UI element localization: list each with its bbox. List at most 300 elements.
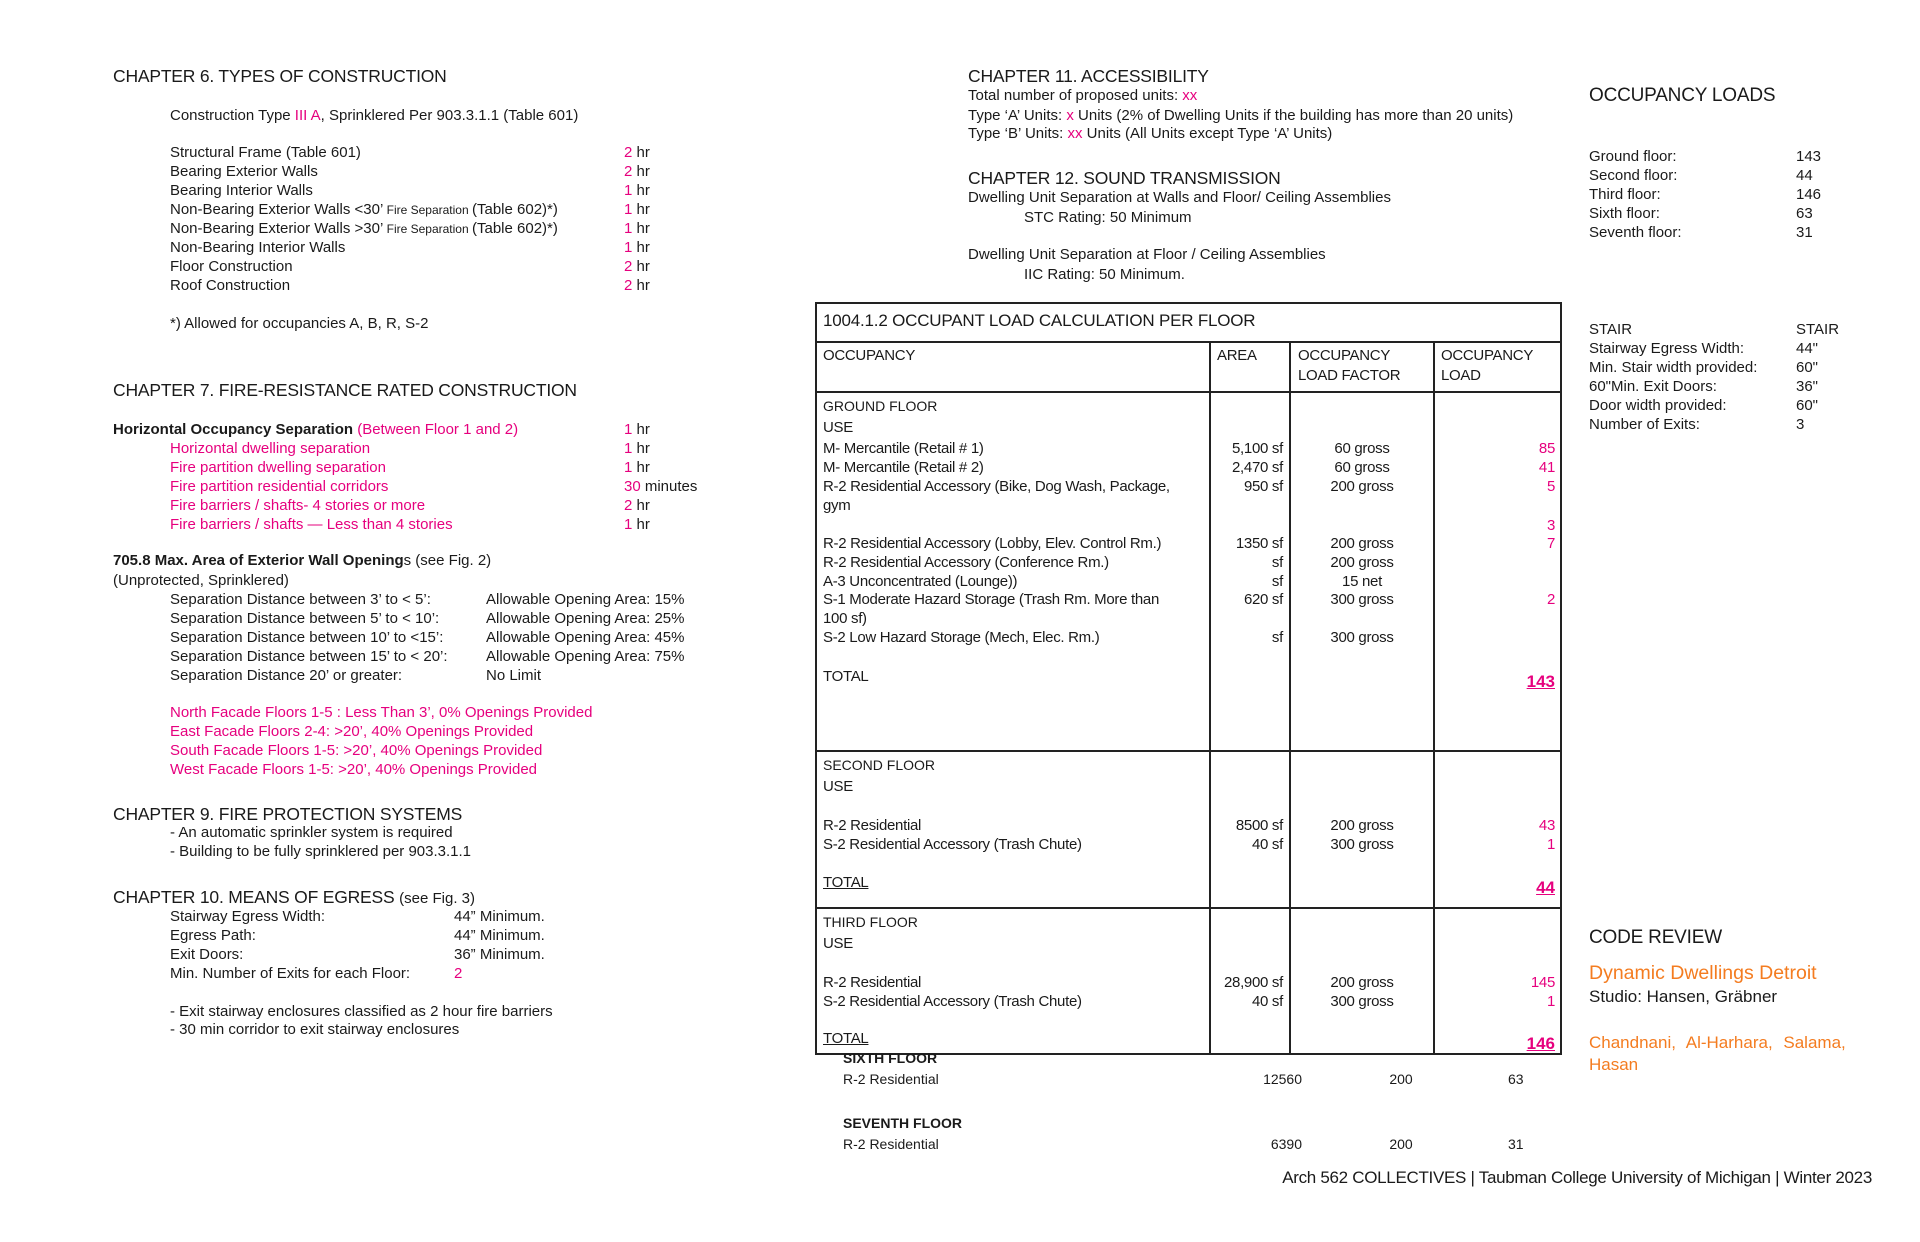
occupancy-cell [823,816,921,836]
load-cell [1547,477,1555,497]
project-title: Dynamic Dwellings Detroit [1589,962,1817,984]
occupancy-name: S-1 Moderate Hazard Storage (Trash Rm. More than [823,591,1160,608]
stair-value [1796,320,1839,340]
facade-row [170,722,533,742]
distance-row [170,628,443,648]
egress-value: 44” Minimum. [454,908,545,925]
rating-unit: hr [632,277,650,294]
load-cell [1547,590,1555,610]
separation-unit: hr [632,497,650,514]
extra-floor-load [1508,1134,1524,1154]
distance-value [486,590,684,610]
floor-section [823,912,918,932]
egress-row [170,926,256,946]
chapter-9-heading: CHAPTER 9. FIRE PROTECTION SYSTEMS [113,804,463,824]
occupancy-cell [823,496,850,516]
egress-label: Min. Number of Exits for each Floor: [170,965,411,982]
floor-name: SECOND FLOOR [823,757,936,773]
distance-row [170,590,431,610]
extra-floor-factor [1388,1069,1414,1089]
hos-label: Horizontal Occupancy Separation [113,421,358,438]
stair-value [1796,415,1804,435]
total-row [823,667,868,687]
stair-value: 36" [1796,378,1819,395]
area-value: 6390 [1270,1136,1302,1152]
use-label: USE [823,778,853,795]
occupancy-name: R-2 Residential [843,1136,939,1152]
total-cell [1527,1034,1555,1054]
factor-value: 200 [1389,1136,1413,1152]
type-a-label: Type ‘A’ Units: [968,107,1067,124]
use-heading [823,418,853,438]
col-header-factor: OCCUPANCY [1298,347,1391,364]
extra-floor-heading [843,1048,937,1068]
separation-row [170,477,388,497]
stair-row [1589,320,1632,340]
egress-row [170,964,410,984]
rating-value: 1 [624,182,633,199]
occupancy-cell [823,553,1109,573]
rating-label: Non-Bearing Exterior Walls <30’ [170,201,384,218]
floor-section [823,396,937,416]
rating-unit: hr [632,144,650,161]
load-cell [1539,816,1555,836]
egress-value [454,907,545,927]
area-value: sf [1271,554,1283,571]
egress-value: 2 [454,965,463,982]
construction-type [170,106,578,126]
chapter-12-heading: CHAPTER 12. SOUND TRANSMISSION [968,168,1281,188]
authors: Hasan [1589,1055,1639,1074]
extra-floor-factor [1388,1134,1414,1154]
rating-value [624,257,650,277]
distance-label: Separation Distance between 3’ to < 5’: [170,591,431,608]
occupancy-name: R-2 Residential Accessory (Bike, Dog Wash, Package, [823,478,1170,495]
openings-heading-suffix: s (see Fig. 2) [403,552,492,569]
separation-value [624,458,650,478]
code-review-heading: CODE REVIEW [1589,927,1722,948]
factor-cell [1291,458,1433,478]
floor-label: Seventh floor: [1589,224,1682,241]
stair-label: Stairway Egress Width: [1589,340,1745,357]
allowable-opening: Allowable Opening Area: 75% [486,648,685,665]
egress-value [454,964,462,984]
rating-value: 1 [624,239,633,256]
chapter-10-heading [113,887,475,907]
rating-row [170,143,361,163]
area-cell [1232,458,1283,478]
occupancy-cell [823,590,1159,610]
chapter-7-heading: CHAPTER 7. FIRE-RESISTANCE RATED CONSTRUCTION [113,380,577,400]
area-value: sf [1271,629,1283,646]
hos-floors: (Between Floor 1 and 2) [357,421,519,438]
stair-label: Door width provided: [1589,397,1727,414]
facade-text: South Facade Floors 1-5: >20’, 40% Openings Provided [170,742,543,759]
floor-load: 143 [1796,148,1822,165]
rating-row [170,181,313,201]
occupancy-load-row [1589,166,1677,186]
area-value: 1350 sf [1235,535,1283,552]
type-a-units [968,106,1513,126]
rating-value [624,143,650,163]
rating-row [170,238,345,258]
egress-value [454,945,545,965]
facade-row [170,741,542,761]
occupancy-load-value [1796,185,1821,205]
load-value: 41 [1538,459,1555,476]
allowable-opening: No Limit [486,667,542,684]
area-cell [1244,590,1283,610]
factor-cell [1291,572,1433,592]
occupancy-name: M- Mercantile (Retail # 2) [823,459,984,476]
floor-load: 146 [1796,186,1822,203]
rating-row [170,219,558,239]
col-header-load: OCCUPANCY [1441,347,1534,364]
distance-row [170,666,402,686]
occupancy-cell [823,992,1082,1012]
egress-value [454,926,545,946]
extra-floor-row [843,1069,939,1089]
occupancy-cell [823,477,1170,497]
factor-value: 60 gross [1334,459,1390,476]
facade-text: East Facade Floors 2-4: >20’, 40% Openings Provided [170,723,534,740]
area-value: 40 sf [1251,836,1283,853]
total-value: 44 [1536,878,1555,897]
divider [1209,341,1211,1053]
load-cell [1531,973,1555,993]
use-heading [823,934,853,954]
egress-row [170,945,243,965]
area-value: sf [1271,573,1283,590]
factor-value: 15 net [1342,573,1382,590]
allowable-opening: Allowable Opening Area: 45% [486,629,685,646]
stair-row [1589,358,1757,378]
col-header-load: LOAD [1441,367,1481,384]
factor-value: 300 gross [1330,993,1394,1010]
occupancy-load-row [1589,223,1682,243]
total-units-value: xx [1182,87,1198,104]
load-cell [1547,534,1555,554]
load-value: 85 [1538,440,1555,457]
rating-row [170,200,558,220]
hos-rating-num: 1 [624,421,633,438]
extra-floor-heading [843,1113,962,1133]
rating-value [624,219,650,239]
factor-value: 200 gross [1330,535,1394,552]
load-cell [1539,439,1555,459]
rating-value: 1 [624,201,633,218]
rating-value: 2 [624,163,633,180]
rating-label-ref: (Table 602)*) [472,201,558,218]
distance-row [170,609,439,629]
floor-load: 63 [1796,205,1813,222]
occupancy-cell [823,609,867,629]
occupancy-cell [823,835,1082,855]
openings-subheading: (Unprotected, Sprinklered) [113,572,289,589]
separation-row [170,439,370,459]
occupancy-name: S-2 Residential Accessory (Trash Chute) [823,993,1082,1010]
rating-label: Bearing Interior Walls [170,182,313,199]
area-cell [1244,477,1283,497]
area-cell [1232,439,1283,459]
occupancy-cell [823,458,984,478]
distance-label: Separation Distance between 15’ to < 20’: [170,648,448,665]
occupancy-name: S-2 Residential Accessory (Trash Chute) [823,836,1082,853]
egress-value: 36” Minimum. [454,946,545,963]
rating-unit: hr [632,220,650,237]
occupancy-load-value [1796,147,1821,167]
separation-row [170,515,453,535]
load-value: 3 [1546,517,1555,534]
occupancy-load-row [1589,185,1661,205]
col-header-factor: LOAD FACTOR [1298,367,1401,384]
area-value: 950 sf [1243,478,1283,495]
separation-row [170,496,425,516]
total-row [823,1029,868,1049]
stair-value: 3 [1796,416,1805,433]
stair-label: STAIR [1589,321,1633,338]
stair-value: STAIR [1796,321,1840,338]
ch12-line: Dwelling Unit Separation at Floor / Ceiling Assemblies [968,246,1326,263]
occupancy-name: R-2 Residential [843,1071,939,1087]
factor-value: 200 gross [1330,817,1394,834]
construction-type-suffix: , Sprinklered Per 903.3.1.1 (Table 601) [320,107,579,124]
egress-value: 44” Minimum. [454,927,545,944]
egress-label: Stairway Egress Width: [170,908,326,925]
rating-label-note: Fire Separation [383,203,472,217]
total-value: 143 [1526,672,1555,691]
factor-value: 300 gross [1330,836,1394,853]
stair-value: 60" [1796,397,1819,414]
authors: Chandnani, Al-Harhara, Salama, [1589,1033,1846,1052]
footer-credit: Arch 562 COLLECTIVES | Taubman College University of Michigan | Winter 2023 [1282,1168,1872,1187]
facade-row [170,703,592,723]
occupancy-load-value [1796,204,1813,224]
extra-floor-row [843,1134,939,1154]
egress-label: Exit Doors: [170,946,244,963]
stair-label: Min. Stair width provided: [1589,359,1758,376]
allowable-opening: Allowable Opening Area: 25% [486,610,685,627]
type-a-note: Units (2% of Dwelling Units if the building has more than 20 units) [1073,107,1514,124]
separation-unit: hr [632,440,650,457]
stc-rating: STC Rating: 50 Minimum [1024,209,1192,226]
chapter-6-heading: CHAPTER 6. TYPES OF CONSTRUCTION [113,66,447,86]
factor-cell [1291,835,1433,855]
area-value: 40 sf [1251,993,1283,1010]
divider [817,750,1560,752]
occupancy-name: M- Mercantile (Retail # 1) [823,440,984,457]
chapter-11-heading: CHAPTER 11. ACCESSIBILITY [968,66,1209,86]
area-cell [1236,816,1283,836]
rating-label-ref: (Table 602)*) [472,220,558,237]
load-value: 43 [1538,817,1555,834]
factor-cell [1291,534,1433,554]
floor-name: THIRD FLOOR [823,914,918,930]
allowable-opening: Allowable Opening Area: 15% [486,591,685,608]
rating-label: Non-Bearing Exterior Walls >30’ [170,220,384,237]
use-label: USE [823,419,853,436]
occupancy-name: R-2 Residential [823,817,922,834]
rating-unit: hr [632,258,650,275]
floor-load: 44 [1796,167,1813,184]
factor-cell [1291,590,1433,610]
rating-unit: hr [632,239,650,256]
total-cell [1527,672,1555,692]
area-cell [1272,572,1283,592]
area-value: 5,100 sf [1232,440,1283,457]
load-value: 7 [1546,535,1555,552]
occupancy-load-value [1796,223,1813,243]
separation-label: Fire partition residential corridors [170,478,389,495]
horizontal-occupancy-separation [113,420,518,440]
separation-value: 1 [624,440,633,457]
load-value: 31 [1508,1136,1524,1152]
divider [1433,341,1435,1053]
separation-label: Fire barriers / shafts- 4 stories or more [170,497,426,514]
factor-cell [1291,973,1433,993]
factor-value: 300 gross [1330,629,1394,646]
rating-row [170,257,293,277]
rating-label: Non-Bearing Interior Walls [170,239,346,256]
load-value: 1 [1546,993,1555,1010]
chapter-10-ref: (see Fig. 3) [399,890,475,907]
col-header-occupancy: OCCUPANCY [823,347,916,364]
rating-label-note: Fire Separation [383,222,472,236]
facade-text: North Facade Floors 1-5 : Less Than 3’, 0% Openings Provided [170,704,593,721]
ch12-line: Dwelling Unit Separation at Walls and Floor/ Ceiling Assemblies [968,189,1391,206]
distance-label: Separation Distance between 5’ to < 10’: [170,610,440,627]
distance-row [170,647,448,667]
area-cell [1252,835,1283,855]
factor-value: 200 gross [1330,478,1394,495]
area-cell [1272,553,1283,573]
separation-unit: hr [632,459,650,476]
distance-value [486,666,541,686]
stair-row [1589,415,1700,435]
occupancy-cell [823,439,984,459]
rating-value: 2 [624,277,633,294]
distance-value [486,609,684,629]
stair-value [1796,377,1818,397]
occupancy-loads-heading: OCCUPANCY LOADS [1589,85,1776,106]
separation-value: 2 [624,497,633,514]
total-label: TOTAL [823,1030,869,1047]
type-b-note: Units (All Units except Type ‘A’ Units) [1082,125,1333,142]
load-value: 2 [1546,591,1555,608]
stair-value [1796,396,1818,416]
occupancy-name: S-2 Low Hazard Storage (Mech, Elec. Rm.) [823,629,1100,646]
floor-section [823,755,935,775]
rating-value [624,181,650,201]
floor-load: 31 [1796,224,1813,241]
separation-value [624,439,650,459]
divider [817,907,1560,909]
ch6-footnote: *) Allowed for occupancies A, B, R, S-2 [170,315,429,332]
openings-heading [113,551,491,571]
ch9-line: - An automatic sprinkler system is required [170,824,453,841]
stair-value [1796,339,1818,359]
facade-text: West Facade Floors 1-5: >20’, 40% Openings Provided [170,761,538,778]
occupancy-load-value [1796,166,1813,186]
separation-unit: hr [632,516,650,533]
floor-name: SIXTH FLOOR [843,1050,938,1066]
total-label: TOTAL [823,874,869,891]
rating-value [624,162,650,182]
rating-unit: hr [632,182,650,199]
rating-label: Roof Construction [170,277,291,294]
factor-value: 60 gross [1334,440,1390,457]
area-cell [1252,992,1283,1012]
occupancy-name: R-2 Residential Accessory (Lobby, Elev. Control Rm.) [823,535,1162,552]
occupancy-cell [823,973,921,993]
factor-value: 200 gross [1330,554,1394,571]
ch9-line: - Building to be fully sprinklered per 903.3.1.1 [170,843,472,860]
load-cell [1539,458,1555,478]
area-cell [1236,534,1283,554]
occupancy-cell [823,534,1161,554]
use-label: USE [823,935,853,952]
rating-value [624,238,650,258]
total-units [968,86,1197,106]
total-value: 146 [1526,1034,1555,1053]
occupant-load-table [815,302,1562,1055]
type-a-value: x [1066,107,1074,124]
total-label: TOTAL [823,668,869,685]
stair-row [1589,377,1717,397]
factor-cell [1291,477,1433,497]
area-cell [1224,973,1283,993]
separation-value [624,477,697,497]
floor-label: Second floor: [1589,167,1678,184]
rating-value: 2 [624,258,633,275]
floor-name: GROUND FLOOR [823,398,938,414]
separation-label: Fire barriers / shafts — Less than 4 stories [170,516,453,533]
area-value: 12560 [1263,1071,1302,1087]
rating-label: Bearing Exterior Walls [170,163,318,180]
egress-label: Egress Path: [170,927,256,944]
hos-rating [624,420,650,440]
total-units-label: Total number of proposed units: [968,87,1183,104]
rating-value: 2 [624,144,633,161]
construction-type-label: Construction Type [170,107,295,124]
rating-value: 1 [624,220,633,237]
factor-cell [1291,816,1433,836]
facade-row [170,760,537,780]
total-cell [1536,878,1555,898]
factor-cell [1291,628,1433,648]
load-value: 5 [1546,478,1555,495]
separation-value: 30 [624,478,641,495]
occupancy-name-cont: gym [823,497,851,514]
floor-label: Ground floor: [1589,148,1677,165]
rating-label: Structural Frame (Table 601) [170,144,361,161]
occupancy-name: A-3 Unconcentrated (Lounge)) [823,573,1018,590]
stair-label: 60"Min. Exit Doors: [1589,378,1717,395]
rating-unit: hr [632,201,650,218]
area-value: 2,470 sf [1232,459,1283,476]
load-value: 63 [1508,1071,1524,1087]
area-cell [1272,628,1283,648]
distance-value [486,647,684,667]
factor-value: 200 [1389,1071,1413,1087]
table-title: 1004.1.2 OCCUPANT LOAD CALCULATION PER FLOOR [823,311,1256,330]
type-b-label: Type ‘B’ Units: [968,125,1068,142]
factor-cell [1291,439,1433,459]
factor-cell [1291,553,1433,573]
area-value: 8500 sf [1235,817,1283,834]
occupancy-cell [823,572,1017,592]
separation-value: 1 [624,459,633,476]
